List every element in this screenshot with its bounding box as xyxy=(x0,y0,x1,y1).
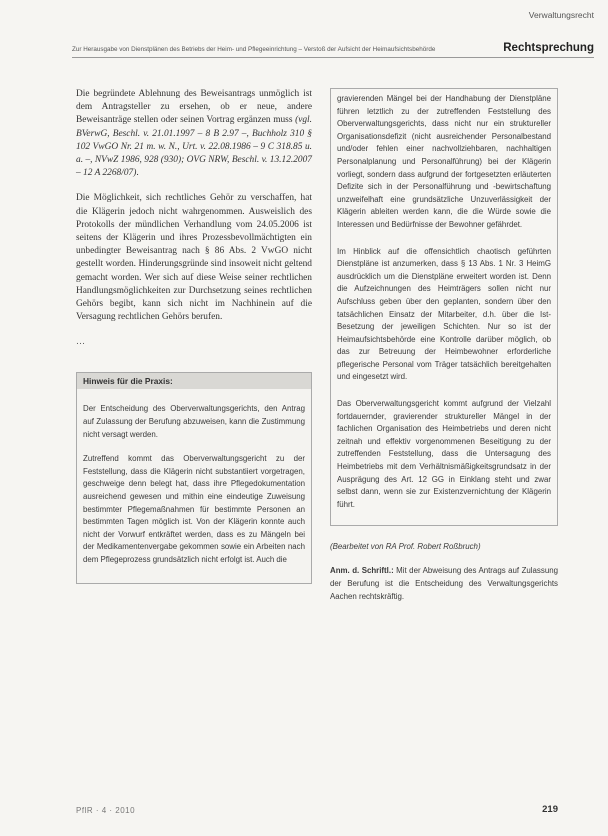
practice-hint-box xyxy=(76,372,312,583)
practice-hint-title: Hinweis für die Praxis: xyxy=(77,373,311,389)
editor-note xyxy=(330,565,558,603)
paragraph-1-text: Die begründete Ablehnung des Beweisantrags unmöglich ist dem Antragsteller zu ersehen, ob er neue, andere Beweisanträge stellen oder seinen Vortrag ergänzen muss xyxy=(76,89,312,126)
right-column xyxy=(330,88,558,615)
citation: (vgl. BVerwG, Beschl. v. 21.01.1997 – 8 B 2.97 –, Buchholz 310 § 102 VwGO Nr. 21 m. w. N., Urt. v. 22.08.1986 – 9 C 318.85 u. a. –, NVwZ 1986, 928 (930); OVG NRW, Beschl. v. 13.12.2007 – 12 A 2268/07) xyxy=(76,115,312,179)
practice-hint-continuation xyxy=(330,88,558,526)
hint-paragraph-2: Zutreffend kommt das Oberverwaltungsgericht zu der Feststellung, dass die Klägerin nicht substantiiert vorgetragen, geschweige denn belegt hat, dass ihre Pflegedokumentation ausreichend gewesen und mithin eine eindeutige Zuweisung bestimmter Pflegemaßnahmen für bestimmte Personen an bestimmten Tagen möglich ist. Von der Klägerin konnte auch nicht der Vorwurf entkräftet werden, dass es zu Mängeln bei der Medikamentenvergabe gekommen sowie ein Arbeiten nach dem Pflegeprozess grundsätzlich nicht erfolgt ist. Auch die xyxy=(83,454,305,564)
journal-issue: PflR · 4 · 2010 xyxy=(76,806,136,815)
hint-paragraph-5: Das Oberverwaltungsgericht kommt aufgrund der Vielzahl fortdauernder, gravierender struktureller Mängel in der fachlichen Organisation des Heimbetriebs und deren nicht zeitnah und effektiv vorgenommenen Beseitigung zu der zutreffenden Feststellung, dass die Untersagung des Heimbetriebs mit dem Verhältnismäßigkeitsgrundsatz in der Ausprägung des Art. 12 GG in Einklang steht und zwar selbst dann, wenn sie zur Existenzvernichtung der Klägerin führt. xyxy=(337,399,551,509)
paragraph-1 xyxy=(76,88,312,180)
hint-paragraph-4: Im Hinblick auf die offensichtlich chaotisch geführten Dienstpläne ist anzumerken, dass § 13 Abs. 1 Nr. 3 HeimG ausdrücklich um die Dienstpläne erweitert worden ist. Denn die Aufzeichnungen des Heimträgers sollen nicht nur Aufschluss geben über den geplanten, sondern über den tatsächlichen Einsatz der Mitarbeiter, d.h. über die Ist-Besetzung der jeweiligen Schichten. Nur so ist der Heimaufsichtsbehörde eine Kontrolle darüber möglich, ob das zur Betreuung der Heimbewohner erforderliche pflegerische Personal vom Träger tatsächlich bereitgehalten und eingesetzt wird. xyxy=(337,246,551,382)
editor-note-text: Mit der Abweisung des Antrags auf Zulassung der Berufung ist die Entscheidung des Verwaltungsgerichts Aachen rechtskräftig. xyxy=(330,566,558,601)
hint-paragraph-1: Der Entscheidung des Oberverwaltungsgerichts, den Antrag auf Zulassung der Berufung abzuweisen, kann die Zustimmung nicht versagt werden. xyxy=(83,404,305,439)
running-header xyxy=(72,42,594,58)
page-number: 219 xyxy=(542,804,558,815)
running-head-subtitle: Zur Herausgabe von Dienstplänen des Betriebs der Heim- und Pflegeeinrichtung – Verstoß der Aufsicht der Heimaufsichtsbehörde xyxy=(72,46,436,53)
author-credit: (Bearbeitet von RA Prof. Robert Roßbruch) xyxy=(330,542,481,552)
hint-paragraph-3: gravierenden Mängel bei der Handhabung der Dienstpläne führen letztlich zu der zutreffenden Feststellung des Oberverwaltungsgerichts, dass nicht nur ein struktureller Organisationsdefizit (nicht ausreichender Personalbestand und/oder fehlen einer nachvollziehbaren, nachhaltigen Personalplanung und Personalführung) bei der Klägerin vorliegt, sondern dass aufgrund der fortgesetzten erläuterten Defizite sich in der Personalführung und -bewirtschaftung unzweifelhaft eine grundsätzliche Unzuverlässigkeit der Klägerin ableiten werden kann, die die Würde sowie die Interessen und Bedürfnisse der Bewohner gefährdet. xyxy=(337,94,551,229)
running-head-category: Verwaltungsrecht xyxy=(528,10,594,20)
practice-hint-body xyxy=(77,389,311,582)
left-column xyxy=(76,88,312,584)
paragraph-2: Die Möglichkeit, sich rechtliches Gehör zu verschaffen, hat die Klägerin jedoch nicht wahrgenommen. Ausweislich des Protokolls der mündlichen Verhandlung vom 24.05.2006 ist seitens der Klägerin und ihres Prozessbevollmächtigten ein unbedingter Beweisantrag nach § 86 Abs. 2 VwGO nicht gestellt worden. Hinderungsgründe sind insoweit nicht geltend gemacht worden. Wer sich auf diese Weise seiner rechtlichen Handlungsmöglichkeiten zur Durchsetzung seines rechtlichen Gehörs begibt, kann sich nicht im Nachhinein auf die Versagung rechtlichen Gehörs berufen. xyxy=(76,193,312,323)
section-title: Rechtsprechung xyxy=(503,42,594,54)
editor-note-label: Anm. d. Schriftl.: xyxy=(330,566,394,576)
paragraph-1-end: . xyxy=(136,168,139,179)
omission-marker: … xyxy=(76,336,85,347)
